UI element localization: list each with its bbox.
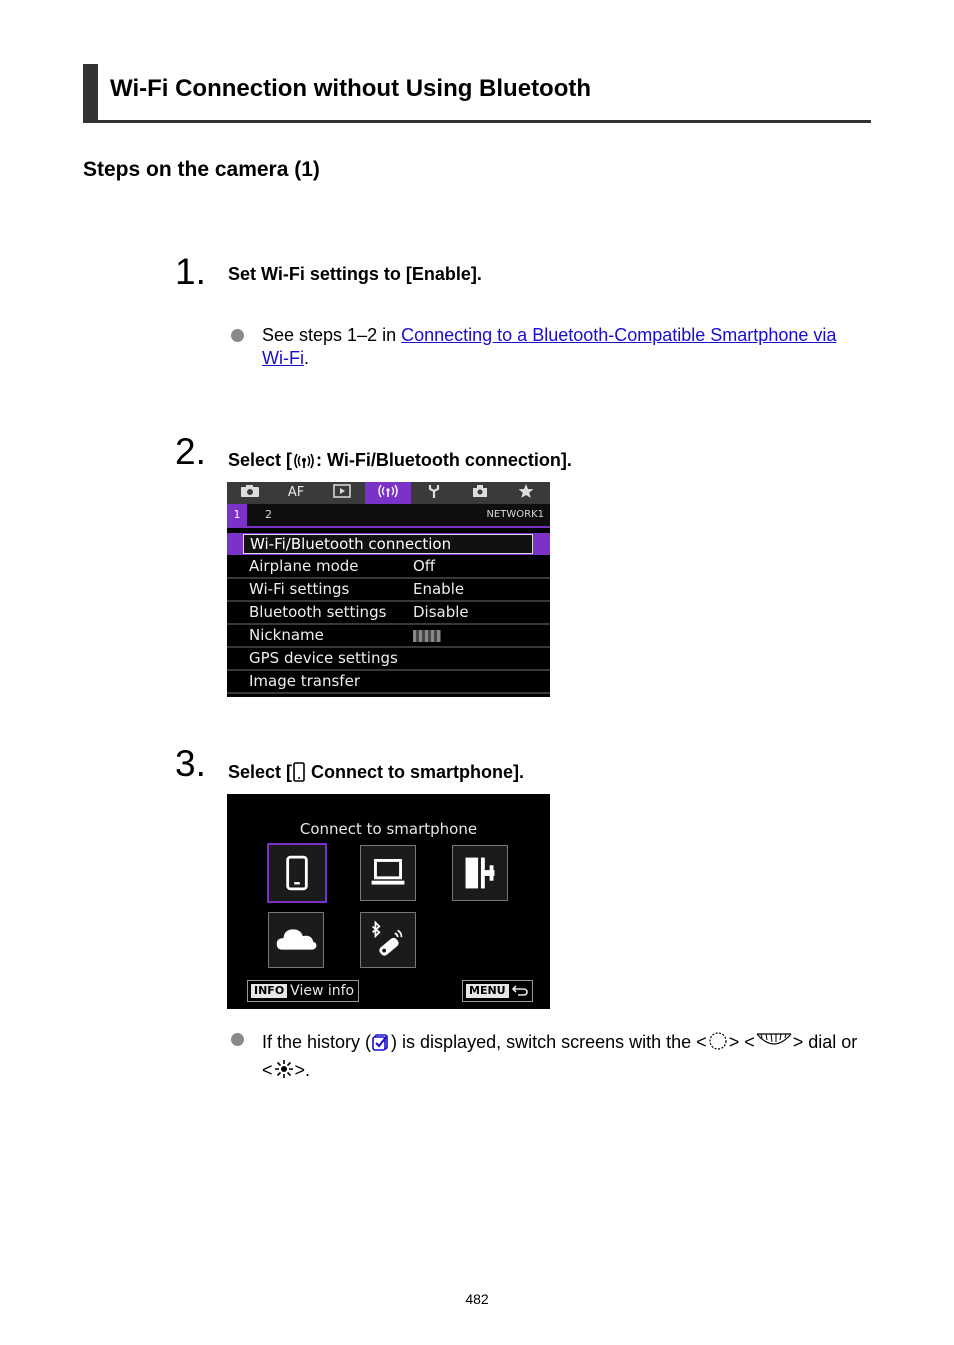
row-label: Airplane mode [249,557,359,575]
bluetooth-remote-icon [361,913,415,967]
af-tab[interactable]: AF [287,485,305,500]
menu-tab-bar [227,482,550,504]
back-arrow-icon [512,984,528,996]
menu-tab-name: NETWORK1 [486,509,544,520]
note-text: ) is displayed, switch screens with the < [391,1032,707,1052]
row-value: Off [413,557,436,575]
wrench-tab-icon[interactable] [411,482,457,504]
quick-control-dial-icon [707,1030,729,1052]
note-text: >. [294,1060,311,1080]
note-text: If the history ( [262,1032,372,1052]
camera-menu-screen [227,482,550,697]
smartphone-icon [292,762,306,782]
menu-key: MENU [466,984,509,998]
printer-option[interactable] [452,845,508,901]
row-label: Bluetooth settings [249,603,387,621]
page-number: 482 [465,1291,489,1307]
wireless-tab-icon[interactable] [365,482,411,504]
computer-option[interactable] [360,845,416,901]
main-dial-icon [755,1030,793,1052]
menu-row-image-transfer[interactable] [227,671,550,694]
menu-row-nickname[interactable] [227,625,550,648]
multi-controller-icon [273,1058,295,1080]
note-text: > dial or < [262,1032,858,1080]
section-title: Wi-Fi Connection without Using Bluetooth [110,75,592,102]
step-3-text [228,762,524,783]
history-icon [371,1032,391,1052]
printer-icon [453,846,507,900]
subtab-1[interactable]: 1 [227,504,247,526]
menu-back-button[interactable] [462,980,533,1002]
row-label: GPS device settings [249,649,398,667]
note-text: > < [728,1032,755,1052]
step-1-number: 1. [175,251,206,292]
smartphone-icon [269,845,325,901]
bullet [231,1033,244,1046]
step-2-number: 2. [175,431,206,472]
row-value: Disable [413,603,469,621]
row-label: Wi-Fi/Bluetooth connection [250,535,452,553]
note-text: See steps 1–2 in [262,325,402,345]
cloud-option[interactable] [268,912,324,968]
bullet [231,329,244,342]
step-2-prefix: Select [ [228,450,293,470]
view-info-label: View info [290,983,355,999]
row-label: Image transfer [249,672,360,690]
section-heading [83,64,871,123]
wireless-icon [292,452,316,470]
row-label: Nickname [249,626,324,644]
menu-row-gps-device-settings[interactable] [227,648,550,671]
subtab-2[interactable]: 2 [265,508,272,521]
connect-screen-title: Connect to smartphone [299,820,478,838]
menu-subtab-bar [227,504,550,528]
cloud-icon [269,913,323,967]
step-3-note [262,1028,872,1084]
step-2-suffix: : Wi-Fi/Bluetooth connection]. [316,450,572,470]
custom-tab-icon[interactable] [457,482,503,504]
step-3-suffix: Connect to smartphone]. [306,762,525,782]
camera-tab-icon[interactable] [227,482,273,504]
info-key: INFO [251,984,287,998]
menu-row-bluetooth-settings[interactable] [227,602,550,625]
step-1-note [262,324,852,370]
step-3-number: 3. [175,743,206,784]
note-text: . [303,348,309,368]
computer-icon [361,846,415,900]
heading-bar [83,64,98,120]
menu-row-wifi-bluetooth-connection[interactable] [227,533,550,555]
bluetooth-remote-option[interactable] [360,912,416,968]
star-tab-icon[interactable] [503,482,549,504]
row-value: Enable [413,580,465,598]
connect-screen [227,794,550,1009]
bluetooth-smartphone-link[interactable]: Connecting to a Bluetooth-Compatible Smartphone via Wi-Fi [262,325,837,368]
playback-tab-icon[interactable] [319,482,365,504]
step-2-text [228,450,572,471]
step-1-text: Set Wi-Fi settings to [Enable]. [228,264,482,284]
view-info-button[interactable] [247,980,359,1002]
menu-row-wifi-settings[interactable] [227,579,550,602]
menu-row-airplane-mode[interactable] [227,556,550,579]
step-3-prefix: Select [ [228,762,293,782]
row-label: Wi-Fi settings [249,580,350,598]
smartphone-option[interactable] [267,843,327,903]
subsection-title: Steps on the camera (1) [83,158,320,181]
nickname-blurred-value [413,630,441,642]
selection-cursor [243,534,533,554]
